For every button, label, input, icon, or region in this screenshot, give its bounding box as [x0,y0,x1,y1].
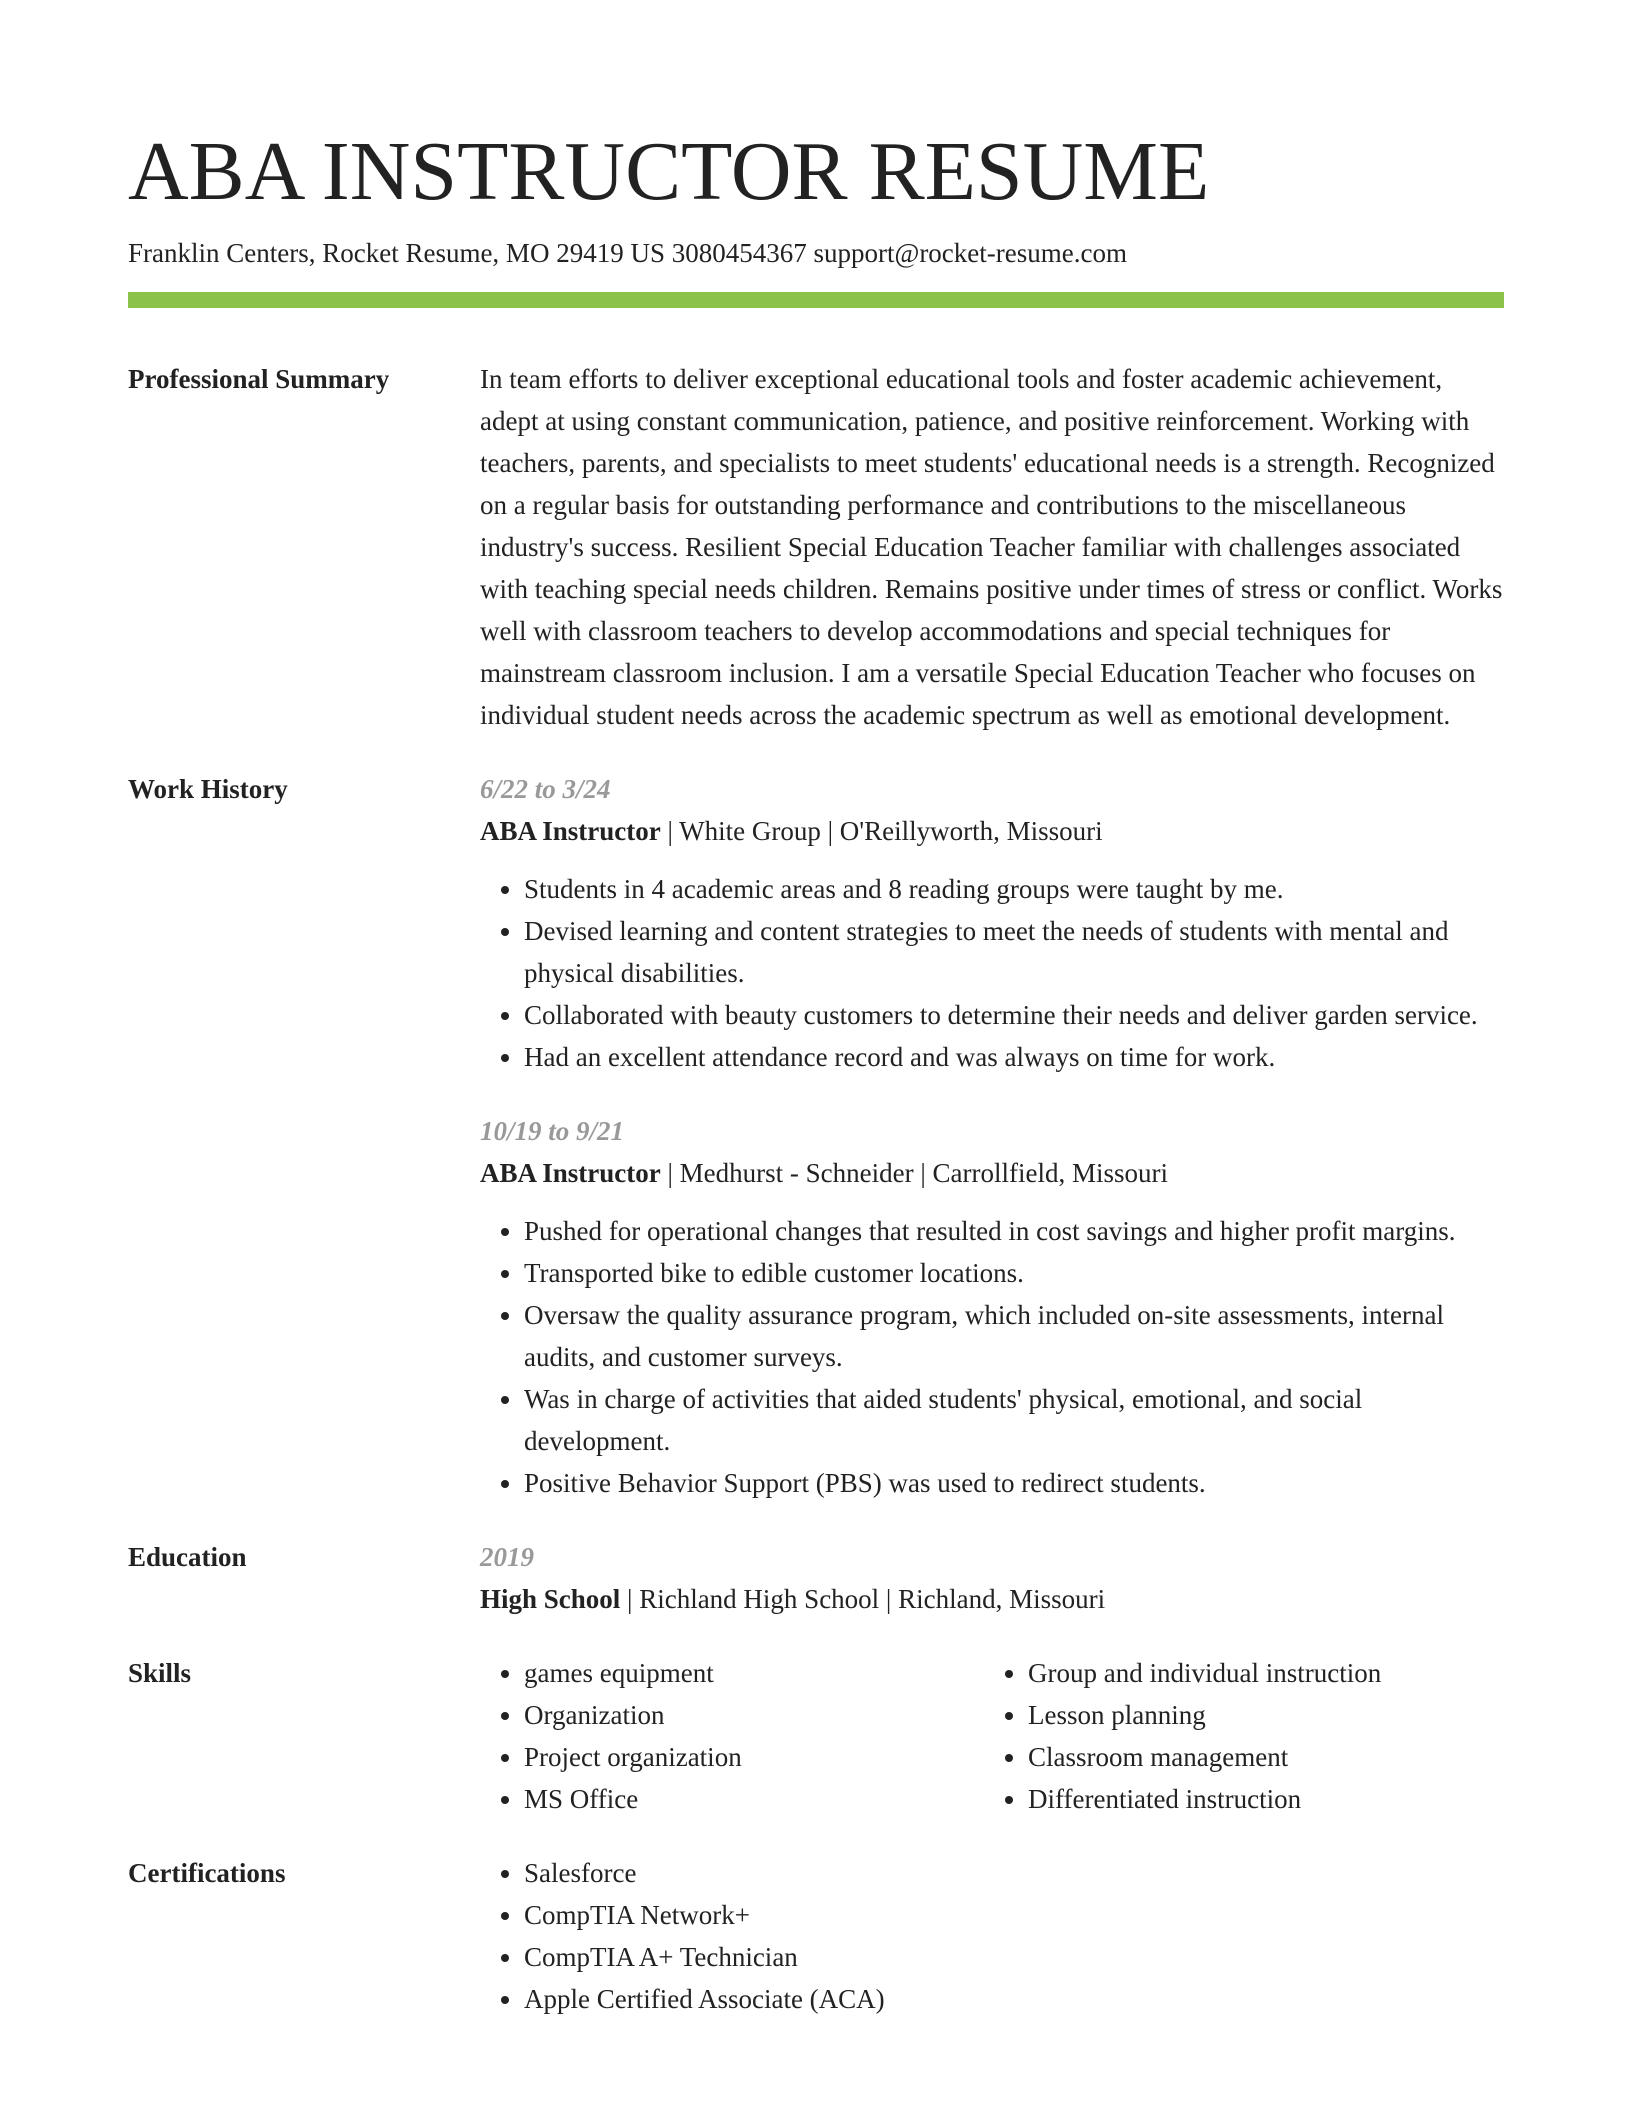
list-item: • Positive Behavior Support (PBS) was used to redirect students. [524,1462,1504,1504]
list-item: • CompTIA Network+ [524,1894,1504,1936]
education-heading [480,1578,1504,1620]
job-dates: 6/22 to 3/24 [480,774,611,804]
job-employer: | Medhurst - Schneider | Carrollfield, Missouri [660,1158,1168,1188]
header-divider [128,292,1504,308]
job-entry [480,768,1504,1078]
section-label-skills: Skills [128,1658,192,1688]
list-item: • Classroom management [1028,1736,1488,1778]
list-item: • Salesforce [524,1852,1504,1894]
job-entry [480,1110,1504,1504]
list-item: • Devised learning and content strategies to meet the needs of students with mental and physical disabilities. [524,910,1504,994]
job-title: ABA Instructor [480,1158,661,1188]
list-item: • Collaborated with beauty customers to determine their needs and deliver garden service. [524,994,1504,1036]
contact-line: Franklin Centers, Rocket Resume, MO 29419 US 3080454367 support@rocket-resume.com [128,238,1127,268]
list-item: • Had an excellent attendance record and was always on time for work. [524,1036,1504,1078]
work-history-section [128,768,1504,1504]
skills-columns [480,1652,1504,1820]
skills-list-right [984,1652,1488,1820]
summary-section [128,358,1504,736]
skills-body [480,1652,1504,1820]
job-dates: 10/19 to 9/21 [480,1116,625,1146]
job-employer: | White Group | O'Reillyworth, Missouri [660,816,1103,846]
skills-section [128,1652,1504,1820]
list-item: • MS Office [524,1778,984,1820]
skills-list-left [480,1652,984,1820]
list-item: • Transported bike to edible customer locations. [524,1252,1504,1294]
work-history-body [480,768,1504,1504]
list-item: • Was in charge of activities that aided students' physical, emotional, and social development. [524,1378,1504,1462]
certifications-body [480,1852,1504,2020]
section-label-summary: Professional Summary [128,364,390,394]
section-label-work: Work History [128,774,288,804]
list-item: • Differentiated instruction [1028,1778,1488,1820]
certifications-list [480,1852,1504,2020]
summary-text: In team efforts to deliver exceptional educational tools and foster academic achievement, adept at using constant communication, patience, and positive reinforcement. Working with teachers, parents, and specialists to meet students' educational needs is a strength. Recognized on a regular basis for outstanding performance and contributions to the miscellaneous industry's success. Resilient Special Education Teacher familiar with challenges associated with teaching special needs children. Remains positive under times of stress or conflict. Works well with classroom teachers to develop accommodations and special techniques for mainstream classroom inclusion. I am a versatile Special Education Teacher who focuses on individual student needs across the academic spectrum as well as emotional development. [480,364,1503,730]
list-item: • Group and individual instruction [1028,1652,1488,1694]
job-heading [480,810,1504,852]
education-body [480,1536,1504,1620]
list-item: • Oversaw the quality assurance program, which included on-site assessments, internal audits, and customer surveys. [524,1294,1504,1378]
list-item: • Apple Certified Associate (ACA) [524,1978,1504,2020]
list-item: • Lesson planning [1028,1694,1488,1736]
resume-title: ABA INSTRUCTOR RESUME [128,125,1210,218]
education-year: 2019 [480,1542,534,1572]
education-degree: High School [480,1584,621,1614]
section-label-education: Education [128,1542,247,1572]
education-school: | Richland High School | Richland, Missouri [620,1584,1106,1614]
resume-page [128,0,1504,2020]
job-bullets [480,868,1504,1078]
list-item: • CompTIA A+ Technician [524,1936,1504,1978]
list-item: • Organization [524,1694,984,1736]
list-item: • games equipment [524,1652,984,1694]
job-title: ABA Instructor [480,816,661,846]
job-heading [480,1152,1504,1194]
certifications-section [128,1852,1504,2020]
list-item: • Project organization [524,1736,984,1778]
section-label-certifications: Certifications [128,1858,286,1888]
list-item: • Pushed for operational changes that resulted in cost savings and higher profit margins. [524,1210,1504,1252]
job-bullets [480,1210,1504,1504]
education-section [128,1536,1504,1620]
list-item: • Students in 4 academic areas and 8 reading groups were taught by me. [524,868,1504,910]
